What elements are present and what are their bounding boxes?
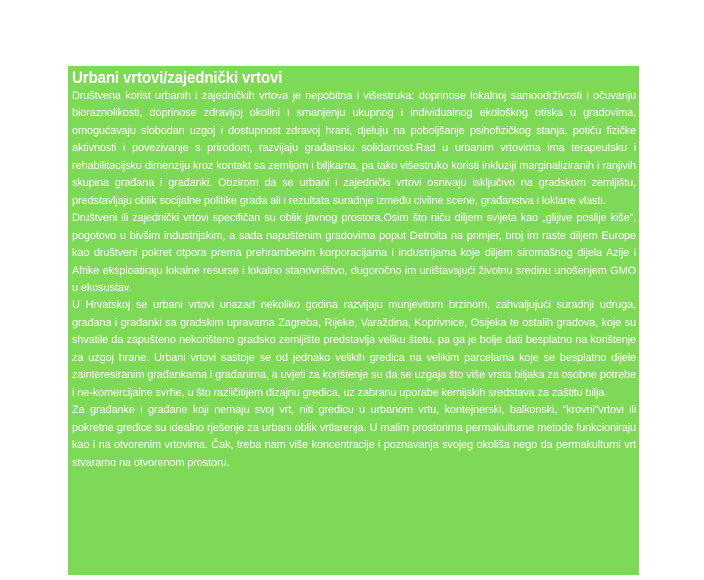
article-body: [72, 88, 636, 472]
article-paragraph: Za građanke i građane koji nemaju svoj vrt, niti gredicu u urbanom vrtu, kontejnerski, balkonski, “krovni”vrtovi ili pokretne gredice su idealno rješenje za urbani oblik vrtlarenja. U malim prostorima permakulturne metode funkcioniraju kao i na otvorenim vrtovima. Čak, treba nam više koncentracije i poznavanja svojeg okoliša nego da permakulturni vrt stvaramo na otvorenom prostoru.: [72, 404, 636, 469]
article-paragraph: U Hrvatskoj se urbani vrtovi unazad nekoliko godina razvijaju munjevitom brzinom, zahvaljujući suradnji udruga, građana i građanki sa gradskim upravama Zagreba, Rijeke, Varaždina, Koprivnice, Osijeka te ostalih gradova, koje su shvatile da zapušteno nekorišteno gradsko zemljište predstavlja veliku štetu, pa ga je bolje dati besplatno na korištenje za uzgoj hrane. Urbani vrtovi sastoje se od jednako velikih gredica na velikim parcelama koje se besplatno dijele zainteresiranim građankama i građanima, a uvjeti za korištenje su da se uzgaja što više vrsta biljaka za osobne potrebe i ne-komercijalne svrhe, u što različitijem dizajnu gredica, uz zabranu uporabe kemijskih sredstava za zaštitu bilja.: [72, 299, 636, 399]
article-paragraph: Društvena korist urbanih i zajedničkih vrtova je nepobitna i višestruka: doprinose lokalnoj samoodrživosti i očuvanju bioraznolikosti, doprinose zdravijoj okolini i smanjenju ukupnog i individualnog ekološkog otiska u gradovima, omogućavaju slobodan uzgoj i dostupnost zdravoj hrani, djeluju na poboljšanje psihofizičkog stanja, potiču fizičke aktivnosti i povezivanje s prirodom, razvijaju građansku solidarnost.Rad u urbanim vrtovima ima terapeutsku i rehabilitacijsku dimenziju kroz kontakt sa zemljom i biljkama, pa tako višestruko koristi inkluziji marginaliziranih i ranjivih skupina građana i građanki. Obzirom da se urbani i zajednički vrtovi osnivaju isključivo na gradskom zemljištu, predstavljaju oblik socijalne politike grada ali i rezultata suradnje između civilne scene, građanstva i loklane vlasti.: [72, 90, 636, 207]
article-paragraph: Društveni ili zajednički vrtovi specifičan su oblik javnog prostora.Osim što niču diljem svijeta kao „glijive poslije kiše“, pogotovo u bivšim industrijskim, a sada napuštenim gradovima poput Detroita na primjer, broj im raste diljem Europe kao društveni pokret otpora prema prehrambenim korporacijama i industrijama koje diljem siromašnog dijela Azije i Afrike eksploatiraju lokalne resurse i lokalno stanovništvo, dugoročno im uništavajući životnu sredinu unošenjem GMO u ekosustav.: [72, 212, 636, 294]
article-title: Urbani vrtovi/zajednički vrtovi: [72, 69, 283, 87]
article-panel: [68, 66, 639, 575]
